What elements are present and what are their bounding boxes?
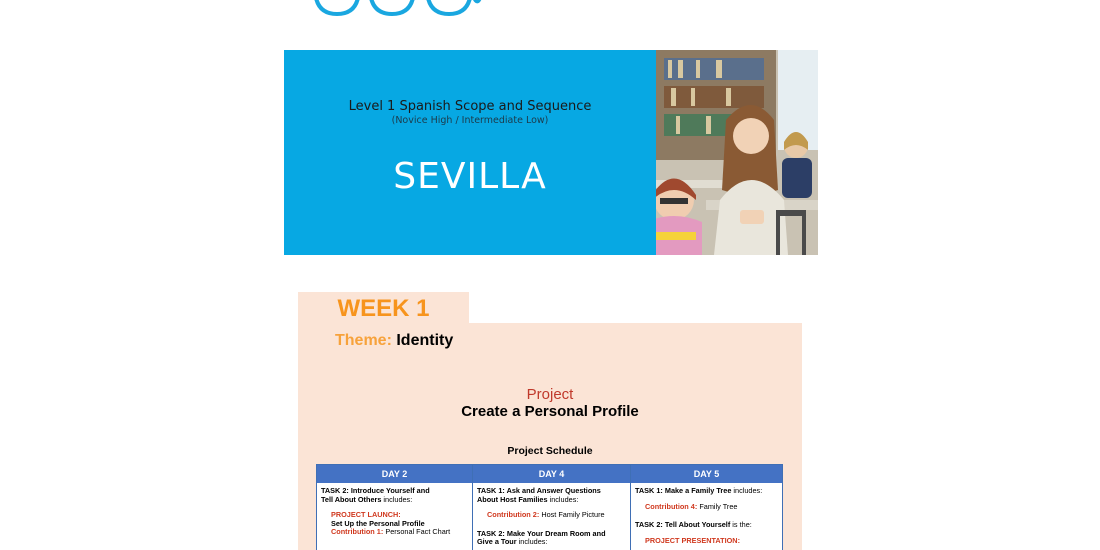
schedule-title: Project Schedule [507,445,593,457]
task-line: Tell About Others [321,494,382,504]
task-line: TASK 2: Tell About Yourself [635,520,731,530]
theme-line [335,332,453,350]
task-line: TASK 2: Introduce Yourself and [321,486,430,495]
schedule-column-day2 [317,465,473,550]
classroom-photo-illustration [656,50,818,255]
hero-title: Level 1 Spanish Scope and Sequence [348,99,592,114]
contribution-value: Family Tree [697,501,738,511]
task-line: Give a Tour [477,537,517,547]
schedule-table [316,464,783,550]
week-label: WEEK 1 [337,295,430,322]
contribution-value: Host Family Picture [539,510,605,520]
contribution-key: Contribution 4: [645,501,698,511]
hero-text-block [284,50,656,255]
hero-city: SEVILLA [393,156,547,197]
column-header: DAY 4 [473,465,630,483]
task-line: TASK 2: Make Your Dream Room and [477,528,606,538]
task-suffix: is the: [730,520,752,530]
project-title: Create a Personal Profile [461,403,639,420]
task-suffix: includes: [381,494,413,504]
column-body [473,483,630,547]
launch-item: Set Up the Personal Profile [331,518,425,528]
classroom-photo [656,50,818,255]
task-line: About Host Families [477,494,548,504]
column-header: DAY 5 [631,465,782,483]
contribution-key: Contribution 1: [331,527,384,537]
contribution-key: Contribution 2: [487,510,540,520]
hero-banner [284,50,818,255]
schedule-column-day5 [631,465,782,550]
hero-subtitle: (Novice High / Intermediate Low) [391,115,549,126]
project-presentation-label: PROJECT PRESENTATION: [645,535,741,545]
theme-key: Theme: [335,332,392,349]
theme-value: Identity [396,332,454,349]
task-suffix: includes: [731,486,763,495]
task-line: TASK 1: Ask and Answer Questions [477,486,601,495]
task-suffix: includes: [516,537,548,547]
schedule-column-day4 [473,465,631,550]
column-body [317,483,472,537]
project-launch-label: PROJECT LAUNCH: [331,510,401,520]
brand-logo [310,0,490,18]
task-suffix: includes: [547,494,579,504]
column-header: DAY 2 [317,465,472,483]
contribution-value: Personal Fact Chart [383,527,451,537]
project-label: Project [526,386,574,403]
task-line: TASK 1: Make a Family Tree [635,486,732,495]
column-body [631,483,782,545]
